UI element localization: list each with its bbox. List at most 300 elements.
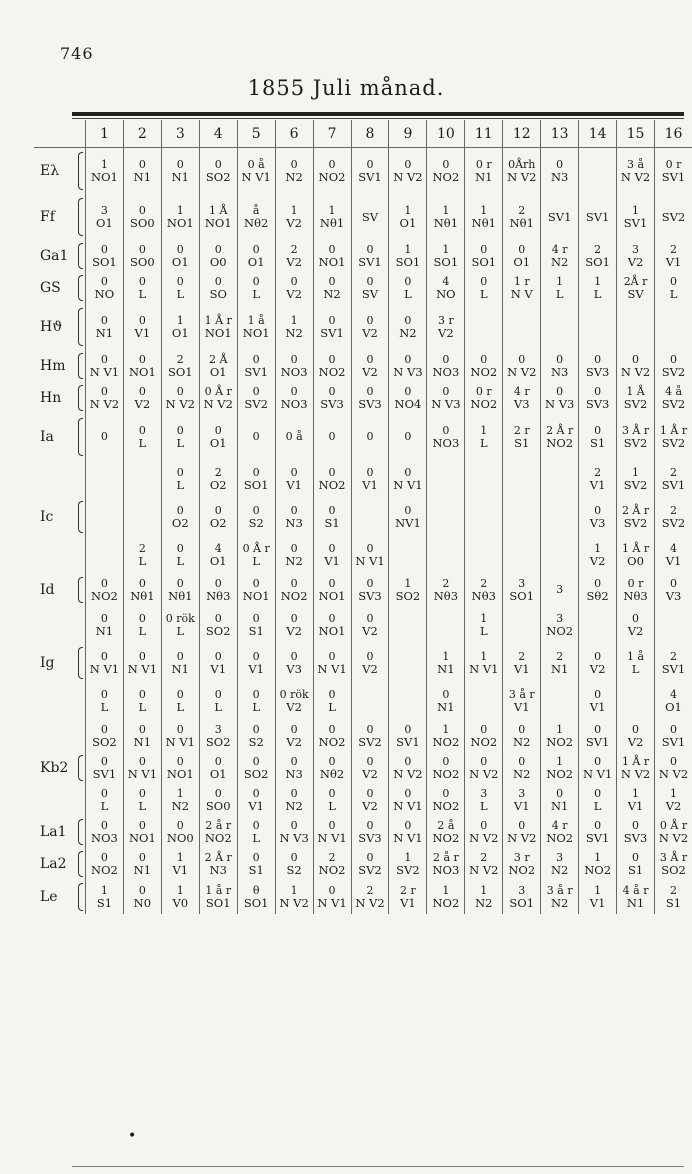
cloud-value: 0	[594, 819, 602, 833]
cell-stack	[465, 788, 502, 812]
wind-value: N V3	[545, 396, 575, 411]
observation-cell	[655, 272, 692, 304]
cloud-value: 1 r	[513, 275, 530, 289]
wind-value: L	[479, 623, 488, 638]
cell-stack	[238, 543, 275, 567]
wind-value: O2	[171, 515, 189, 530]
brace-mark	[78, 883, 83, 912]
cloud-value: 0	[328, 688, 336, 702]
wind-value: V1	[513, 798, 530, 813]
wind-value: NO3	[91, 830, 118, 845]
cloud-value: 0	[442, 424, 450, 438]
observation-cell	[427, 816, 465, 848]
observation-cell	[351, 880, 389, 914]
wind-value: N1	[626, 895, 645, 910]
cell-stack	[124, 613, 161, 637]
cloud-value: 0	[632, 612, 640, 626]
station-label: La1	[40, 824, 67, 840]
cloud-value: 0	[328, 430, 336, 444]
table-row	[34, 784, 692, 816]
cell-stack	[314, 315, 351, 339]
observation-cell	[199, 304, 237, 350]
cloud-value: 0Årh	[508, 158, 536, 172]
wind-value: SV2	[661, 515, 686, 530]
observation-cell	[351, 382, 389, 414]
cell-stack	[200, 386, 237, 410]
cell-stack	[503, 885, 540, 909]
wind-value: L	[176, 553, 185, 568]
cell-stack	[617, 354, 654, 378]
wind-value: N V3	[393, 364, 423, 379]
wind-value: N V1	[469, 661, 499, 676]
wind-value: L	[252, 699, 260, 714]
cloud-value: 1 å	[627, 650, 645, 664]
wind-value: S1	[665, 895, 682, 910]
wind-value: N V2	[507, 169, 537, 184]
cell-stack	[200, 885, 237, 909]
cloud-value: 0	[138, 723, 146, 737]
wind-value: NO1	[318, 623, 346, 638]
cloud-value: 1	[176, 314, 184, 328]
cloud-value: 2	[214, 466, 222, 480]
brace-mark	[78, 198, 83, 237]
wind-value: SO2	[205, 734, 231, 749]
cell-stack	[503, 689, 540, 713]
cloud-value: 1	[632, 466, 640, 480]
cell-stack	[314, 724, 351, 748]
station-cell	[34, 574, 85, 606]
cell-stack	[86, 386, 123, 410]
observation-cell	[617, 816, 655, 848]
cloud-value: 2	[328, 851, 336, 865]
wind-value: NO	[436, 286, 456, 301]
cell-stack	[352, 543, 389, 567]
observation-cell	[541, 574, 579, 606]
cell-stack	[238, 852, 275, 876]
observation-cell	[503, 644, 541, 682]
cloud-value: 3	[556, 583, 564, 597]
wind-value: L	[593, 798, 602, 813]
cloud-value: 1	[290, 314, 298, 328]
cell-stack	[352, 756, 389, 780]
cell-stack	[200, 578, 237, 602]
cloud-value: 1	[556, 755, 564, 769]
wind-value: SV3	[585, 364, 610, 379]
wind-value: NO1	[166, 766, 194, 781]
observation-cell	[503, 350, 541, 382]
table-row	[34, 194, 692, 240]
observation-cell	[503, 460, 541, 498]
cell-stack	[162, 276, 199, 300]
cell-stack	[276, 505, 313, 529]
cell-stack	[162, 543, 199, 567]
station-label: Kb2	[40, 760, 69, 776]
cell-stack	[427, 205, 464, 229]
wind-value: N3	[209, 862, 227, 877]
wind-value: O1	[399, 215, 417, 230]
wind-value: L	[138, 623, 147, 638]
wind-value: V2	[286, 734, 302, 749]
wind-value: V3	[513, 396, 530, 411]
observation-cell	[85, 460, 123, 498]
cell-stack	[352, 788, 389, 812]
observation-cell	[655, 848, 692, 880]
observation-cell	[123, 848, 161, 880]
cell-stack	[238, 244, 275, 268]
cell-stack	[579, 788, 616, 812]
cell-stack	[655, 651, 692, 675]
cloud-value: 0	[176, 385, 184, 399]
wind-value: S1	[324, 515, 340, 530]
wind-value: SO1	[243, 895, 269, 910]
observation-cell	[617, 304, 655, 350]
cloud-value: 0	[214, 243, 222, 257]
observation-cell	[655, 720, 692, 752]
wind-value: N V1	[127, 766, 158, 781]
wind-value: SV2	[244, 396, 268, 411]
wind-value: V2	[665, 798, 682, 813]
wind-value: S1	[96, 895, 113, 910]
cloud-value: 0	[404, 723, 412, 737]
wind-value: Nθ1	[433, 215, 459, 230]
observation-cell	[123, 414, 161, 460]
cloud-value: 0	[100, 243, 108, 257]
observation-cell	[389, 682, 427, 720]
cloud-value: 0 Å r	[659, 819, 688, 833]
wind-value: V2	[286, 286, 302, 301]
cell-stack	[314, 467, 351, 491]
station-label: Le	[40, 889, 58, 905]
observation-cell	[427, 304, 465, 350]
cell-stack	[162, 467, 199, 491]
cell-stack	[276, 820, 313, 844]
cloud-value: 0	[138, 158, 146, 172]
table-row	[34, 414, 692, 460]
cloud-value: 0	[670, 353, 677, 367]
cell-stack	[86, 205, 123, 229]
observation-cell	[275, 272, 313, 304]
observation-cell	[237, 498, 275, 536]
observation-cell	[427, 194, 465, 240]
observation-cell	[351, 816, 389, 848]
cell-stack	[200, 756, 237, 780]
column-header-11: 11	[465, 120, 503, 148]
observation-cell	[123, 536, 161, 574]
wind-value: V2	[286, 215, 302, 230]
observation-cell	[313, 382, 351, 414]
wind-value: O0	[627, 553, 644, 568]
cloud-value: 2 r	[513, 424, 530, 438]
wind-value: SO	[209, 286, 227, 301]
observation-cell	[161, 272, 199, 304]
cell-stack	[162, 852, 199, 876]
cloud-value: 0	[290, 650, 298, 664]
observation-cell	[351, 350, 389, 382]
cloud-value: 0	[214, 755, 222, 769]
cloud-value: 0	[442, 755, 450, 769]
observation-cell	[503, 848, 541, 880]
wind-value: NO2	[470, 734, 498, 749]
cloud-value: 1	[404, 204, 412, 218]
wind-value: V1	[248, 798, 264, 813]
observation-cell	[427, 752, 465, 784]
wind-value: V2	[362, 798, 378, 813]
cloud-value: 0	[480, 353, 488, 367]
cell-stack	[200, 651, 237, 675]
brace-mark	[78, 385, 83, 412]
observation-cell	[427, 644, 465, 682]
cell-stack	[655, 386, 692, 410]
wind-value: L	[252, 830, 260, 845]
cloud-value: 0 å	[285, 430, 303, 444]
wind-value: SV1	[320, 325, 344, 340]
cell-stack	[86, 852, 123, 876]
observation-cell	[541, 784, 579, 816]
wind-value: N V2	[507, 364, 537, 379]
cell-stack	[465, 159, 502, 183]
cell-stack	[238, 578, 275, 602]
wind-value: N V2	[469, 766, 499, 781]
wind-value: NO2	[546, 435, 574, 450]
cell-stack	[389, 788, 426, 812]
cell-stack	[124, 315, 161, 339]
wind-value: N V1	[317, 830, 347, 845]
cloud-value: 0	[328, 819, 336, 833]
observation-cell	[161, 606, 199, 644]
cell-stack	[238, 386, 275, 410]
cell-stack	[200, 315, 237, 339]
cell-stack	[541, 852, 578, 876]
observation-cell	[237, 460, 275, 498]
cell-stack	[389, 467, 426, 491]
wind-value: L	[669, 286, 678, 301]
observation-cell	[85, 304, 123, 350]
wind-value: V2	[134, 396, 151, 411]
cloud-value: 1	[480, 204, 488, 218]
observation-cell	[85, 644, 123, 682]
wind-value: V2	[362, 364, 378, 379]
cloud-value: 0	[290, 542, 298, 556]
wind-value: NO1	[128, 364, 156, 379]
cloud-value: 0	[290, 819, 298, 833]
observation-cell	[427, 240, 465, 272]
cell-stack	[200, 613, 237, 637]
cell-stack	[238, 315, 275, 339]
observation-cell	[199, 644, 237, 682]
observation-cell	[85, 536, 123, 574]
wind-value: N2	[550, 895, 569, 910]
cloud-value: 2	[670, 650, 677, 664]
cell-stack	[276, 852, 313, 876]
observation-cell	[427, 848, 465, 880]
observation-cell	[275, 644, 313, 682]
observation-cell	[275, 880, 313, 914]
cloud-value: 0	[100, 787, 108, 801]
cloud-value: 0	[328, 385, 336, 399]
observation-cell	[655, 460, 692, 498]
wind-value: V2	[589, 661, 606, 676]
observation-cell	[465, 720, 503, 752]
wind-value: O1	[513, 254, 531, 269]
cloud-value: 0	[594, 504, 602, 518]
cell-stack	[238, 467, 275, 491]
observation-cell	[465, 816, 503, 848]
wind-value: SV2	[623, 396, 648, 411]
table-row	[34, 350, 692, 382]
cloud-value: 1	[556, 723, 564, 737]
observation-cell	[313, 304, 351, 350]
cell-stack	[352, 315, 389, 339]
cell-stack	[579, 354, 616, 378]
cell-stack	[238, 205, 275, 229]
cell-stack	[238, 756, 275, 780]
observation-cell	[617, 880, 655, 914]
cloud-value: 1	[442, 723, 450, 737]
cell-stack	[352, 431, 389, 443]
wind-value: SO1	[395, 254, 421, 269]
observation-cell	[123, 382, 161, 414]
cell-stack	[655, 689, 692, 713]
cloud-value: 0 å	[247, 158, 265, 172]
cell-stack	[314, 756, 351, 780]
cell-stack	[465, 354, 502, 378]
observation-cell	[389, 148, 427, 195]
wind-value: SO2	[92, 734, 117, 749]
cloud-value: 0	[176, 424, 184, 438]
observation-cell	[389, 752, 427, 784]
cloud-value: 0	[594, 787, 602, 801]
observation-cell	[617, 682, 655, 720]
cloud-value: 4 å	[664, 385, 683, 399]
cloud-value: 0	[328, 158, 336, 172]
cell-stack	[503, 159, 540, 183]
cell-stack	[276, 386, 313, 410]
cell-stack	[541, 651, 578, 675]
cell-stack	[200, 244, 237, 268]
wind-value: V0	[172, 895, 189, 910]
observation-cell	[199, 194, 237, 240]
observation-cell	[351, 784, 389, 816]
cloud-value: 0	[138, 851, 146, 865]
cloud-value: 0	[176, 158, 184, 172]
wind-value: N1	[95, 325, 114, 340]
cloud-value: 0	[138, 819, 146, 833]
cell-stack	[162, 885, 199, 909]
wind-value: NO2	[318, 169, 346, 184]
cell-stack	[427, 386, 464, 410]
wind-value: S1	[627, 862, 644, 877]
observation-cell	[465, 644, 503, 682]
cell-stack	[389, 159, 426, 183]
cloud-value: 1	[442, 884, 450, 898]
observation-cell	[123, 350, 161, 382]
cell-stack	[162, 354, 199, 378]
cell-stack	[352, 578, 389, 602]
cell-stack	[427, 425, 464, 449]
cell-stack	[389, 431, 426, 443]
cloud-value: 0 Å r	[242, 542, 270, 556]
cloud-value: 0	[290, 787, 298, 801]
observation-cell	[237, 304, 275, 350]
wind-value: SV2	[661, 209, 686, 224]
cloud-value: 3	[518, 884, 526, 898]
wind-value: N2	[285, 798, 303, 813]
wind-value: NO3	[432, 435, 460, 450]
observation-cell	[465, 240, 503, 272]
cell-stack	[352, 724, 389, 748]
observation-cell	[313, 880, 351, 914]
cloud-value: 0	[290, 723, 298, 737]
observation-cell	[579, 536, 617, 574]
wind-value: O1	[247, 254, 265, 269]
observation-cell	[85, 414, 123, 460]
observation-cell	[655, 784, 692, 816]
observation-cell	[161, 848, 199, 880]
observation-cell	[313, 194, 351, 240]
wind-value: N2	[171, 798, 189, 813]
wind-value: V1	[589, 895, 606, 910]
wind-value: NO2	[318, 477, 346, 492]
observation-cell	[275, 304, 313, 350]
cloud-value: 0	[214, 158, 222, 172]
cloud-value: 0	[138, 314, 146, 328]
cell-stack	[162, 820, 199, 844]
wind-value: V2	[438, 325, 454, 340]
wind-value: SV1	[661, 734, 686, 749]
observation-cell	[655, 382, 692, 414]
cell-stack	[465, 820, 502, 844]
cloud-value: 0	[176, 755, 184, 769]
cloud-value: 0	[366, 542, 374, 556]
wind-value: SO1	[585, 254, 610, 269]
cloud-value: 0	[252, 430, 260, 444]
cloud-value: 2	[176, 353, 184, 367]
cell-stack	[579, 578, 616, 602]
wind-value: V3	[665, 588, 682, 603]
cell-stack	[86, 724, 123, 748]
observation-cell	[199, 682, 237, 720]
column-header-14: 14	[579, 120, 617, 148]
wind-value: NO2	[546, 766, 574, 781]
station-cell	[34, 240, 85, 272]
brace-mark	[78, 501, 83, 533]
cloud-value: 1	[594, 275, 602, 289]
cell-stack	[238, 505, 275, 529]
wind-value: N2	[513, 734, 531, 749]
wind-value: SO0	[205, 798, 231, 813]
observation-cell	[541, 720, 579, 752]
cell-stack	[617, 885, 654, 909]
cell-stack	[541, 724, 578, 748]
cell-stack	[200, 354, 237, 378]
cloud-value: 0	[480, 755, 488, 769]
cloud-value: 0	[252, 275, 260, 289]
wind-value: O1	[209, 364, 227, 379]
wind-value: V2	[627, 254, 644, 269]
wind-value: N V2	[279, 895, 309, 910]
cloud-value: 1	[442, 650, 450, 664]
observation-cell	[313, 272, 351, 304]
cell-stack	[352, 467, 389, 491]
cell-stack	[389, 885, 426, 909]
wind-value: V2	[627, 623, 644, 638]
cloud-value: θ	[252, 884, 260, 898]
observation-cell	[655, 498, 692, 536]
cell-stack	[124, 788, 161, 812]
cloud-value: 0	[328, 243, 336, 257]
brace-mark	[78, 851, 83, 878]
observation-cell	[85, 148, 123, 195]
